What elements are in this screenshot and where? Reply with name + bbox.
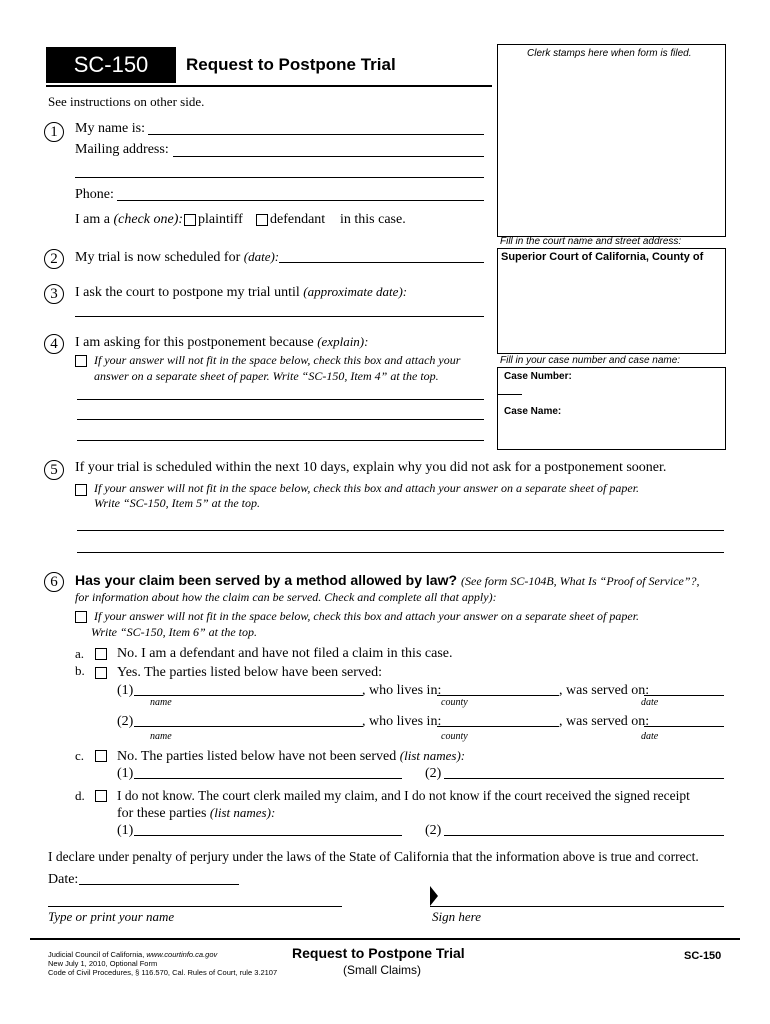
option-c-text-row xyxy=(117,748,465,765)
clerk-stamp-note: Clerk stamps here when form is filed. xyxy=(527,48,692,59)
defendant-checkbox[interactable] xyxy=(256,214,268,226)
form-title: Request to Postpone Trial xyxy=(186,55,396,74)
served-1-name-field[interactable] xyxy=(134,695,363,696)
item-5-field-1[interactable] xyxy=(77,530,724,531)
reason-field-2[interactable] xyxy=(77,419,484,420)
case-fill-label: Fill in your case number and case name: xyxy=(500,355,681,366)
item-3-number: 3 xyxy=(44,284,64,304)
reason-label: I am asking for this postponement because xyxy=(75,335,314,350)
item-5-number: 5 xyxy=(44,460,64,480)
print-name-field[interactable] xyxy=(48,906,342,907)
unserved-1-field[interactable] xyxy=(134,778,402,779)
print-name-label: Type or print your name xyxy=(48,909,175,924)
served-1-date-field[interactable] xyxy=(644,695,724,696)
served-2-county-field[interactable] xyxy=(437,726,559,727)
footer-title: Request to Postpone Trial xyxy=(292,945,465,961)
unknown-row-2-label: (2) xyxy=(425,823,442,838)
name-label: My name is: xyxy=(75,121,145,136)
was-served-on-2: , was served on: xyxy=(559,714,650,729)
unknown-2-field[interactable] xyxy=(444,835,724,836)
option-a-checkbox[interactable] xyxy=(95,648,107,660)
footer-form-id: SC-150 xyxy=(684,950,722,962)
item-6-number: 6 xyxy=(44,572,64,592)
date-label: Date: xyxy=(48,872,79,887)
item-6-question-row xyxy=(75,572,700,590)
council-website[interactable]: www.courtinfo.ca.gov xyxy=(146,950,218,959)
iam-label: I am a xyxy=(75,212,110,227)
option-c-text: No. The parties listed below have not been served xyxy=(117,749,397,764)
court-name: Superior Court of California, County of xyxy=(501,251,704,263)
mailing-address-field[interactable] xyxy=(173,156,484,157)
current-trial-date-field[interactable] xyxy=(279,262,484,263)
item-5-text: If your trial is scheduled within the next 10 days, explain why you did not ask for a postponement sooner. xyxy=(75,460,667,475)
option-c-hint: (list names): xyxy=(399,748,466,763)
item-3-text xyxy=(75,284,407,301)
mailing-address-label: Mailing address: xyxy=(75,142,169,157)
sign-here-label: Sign here xyxy=(432,909,481,924)
footer-revised: New July 1, 2010, Optional Form xyxy=(48,959,158,968)
served-1-county-field[interactable] xyxy=(437,695,559,696)
footer-council-row xyxy=(48,950,217,959)
served-row-2-label: (2) xyxy=(117,714,134,729)
declaration-date-field[interactable] xyxy=(79,884,239,885)
reason-field-1[interactable] xyxy=(77,399,484,400)
item-5-note-1: If your answer will not fit in the space below, check this box and attach your answer on a separate sheet of paper. xyxy=(94,481,640,495)
option-a-letter: a. xyxy=(75,646,85,661)
signature-field[interactable] xyxy=(430,906,724,907)
declaration-text: I declare under penalty of perjury under the laws of the State of California that the information above is true and correct. xyxy=(48,849,699,864)
option-d-text-2: for these parties xyxy=(117,806,207,821)
was-served-on-1: , was served on: xyxy=(559,683,650,698)
item-5-field-2[interactable] xyxy=(77,552,724,553)
unknown-row-1-label: (1) xyxy=(117,823,134,838)
name-field[interactable] xyxy=(148,134,484,135)
mailing-address-field-2[interactable] xyxy=(75,177,484,178)
name-caption-1: name xyxy=(150,697,172,708)
item-6-note-1: If your answer will not fit in the space below, check this box and attach your answer on a separate sheet of paper. xyxy=(94,609,640,623)
served-2-name-field[interactable] xyxy=(134,726,363,727)
unknown-1-field[interactable] xyxy=(134,835,402,836)
item-4-note-1: If your answer will not fit in the space below, check this box and attach your xyxy=(94,353,461,367)
who-lives-in-2: , who lives in: xyxy=(362,714,442,729)
item-1-number: 1 xyxy=(44,122,64,142)
footer-code: Code of Civil Procedures, § 116.570, Cal. Rules of Court, rule 3.2107 xyxy=(48,968,278,977)
option-b-checkbox[interactable] xyxy=(95,667,107,679)
option-d-hint: (list names): xyxy=(209,805,276,820)
option-a-text: No. I am a defendant and have not filed a claim in this case. xyxy=(117,646,453,661)
date-caption-1: date xyxy=(641,697,659,708)
case-number-label: Case Number: xyxy=(504,371,572,382)
option-d-text-row-2 xyxy=(117,805,275,822)
option-d-letter: d. xyxy=(75,788,85,803)
item-5-attach-checkbox[interactable] xyxy=(75,484,87,496)
footer-rule xyxy=(30,938,740,940)
court-fill-label: Fill in the court name and street address: xyxy=(500,236,682,247)
item-5-note-2: Write “SC-150, Item 5” at the top. xyxy=(94,496,260,510)
in-this-case-label: in this case. xyxy=(340,212,406,227)
item-4-text xyxy=(75,334,368,351)
item-4-number: 4 xyxy=(44,334,64,354)
form-id: SC-150 xyxy=(73,52,149,77)
footer-subtitle: (Small Claims) xyxy=(343,963,421,977)
proof-reference: (See form SC-104B, What Is “Proof of Service”?, xyxy=(461,574,700,588)
name-caption-2: name xyxy=(150,731,172,742)
defendant-label: defendant xyxy=(270,212,326,227)
unserved-2-field[interactable] xyxy=(444,778,724,779)
trial-scheduled-label: My trial is now scheduled for xyxy=(75,250,241,265)
clerk-stamp-box xyxy=(497,44,726,237)
court-name-box[interactable] xyxy=(497,248,726,354)
option-b-letter: b. xyxy=(75,663,85,678)
date-hint: (date): xyxy=(243,249,280,264)
sign-arrow-icon xyxy=(430,886,438,906)
unserved-row-1-label: (1) xyxy=(117,766,134,781)
served-question: Has your claim been served by a method allowed by law? xyxy=(75,572,458,588)
item-4-note-2: answer on a separate sheet of paper. Write “SC-150, Item 4” at the top. xyxy=(94,369,439,383)
item-2-number: 2 xyxy=(44,249,64,269)
served-row-1-label: (1) xyxy=(117,683,134,698)
option-c-letter: c. xyxy=(75,748,85,763)
case-name-label: Case Name: xyxy=(504,406,562,417)
item-6-attach-checkbox[interactable] xyxy=(75,611,87,623)
case-box-divider xyxy=(497,394,522,395)
reason-field-3[interactable] xyxy=(77,440,484,441)
item-2-text xyxy=(75,249,279,266)
date-caption-2: date xyxy=(641,731,659,742)
county-caption-1: county xyxy=(441,697,468,708)
approximate-date-hint: (approximate date): xyxy=(303,284,408,299)
proof-reference-2: for information about how the claim can be served. Check and complete all that apply): xyxy=(75,590,497,604)
header-rule xyxy=(46,85,492,87)
who-lives-in-1: , who lives in: xyxy=(362,683,442,698)
phone-label: Phone: xyxy=(75,187,114,202)
county-caption-2: county xyxy=(441,731,468,742)
option-d-checkbox[interactable] xyxy=(95,790,107,802)
option-d-text-1: I do not know. The court clerk mailed my claim, and I do not know if the court received the signed receipt xyxy=(117,788,690,803)
party-type-row xyxy=(75,212,183,228)
check-one-hint: (check one): xyxy=(113,212,184,227)
postpone-until-label: I ask the court to postpone my trial until xyxy=(75,285,300,300)
plaintiff-checkbox[interactable] xyxy=(184,214,196,226)
form-id-badge xyxy=(46,47,176,83)
item-4-attach-checkbox[interactable] xyxy=(75,355,87,367)
option-b-text: Yes. The parties listed below have been served: xyxy=(117,665,383,680)
postpone-date-field[interactable] xyxy=(75,316,484,317)
instructions-note: See instructions on other side. xyxy=(48,94,205,109)
item-6-note-2: Write “SC-150, Item 6” at the top. xyxy=(91,625,257,639)
option-c-checkbox[interactable] xyxy=(95,750,107,762)
unserved-row-2-label: (2) xyxy=(425,766,442,781)
explain-hint: (explain): xyxy=(317,334,369,349)
phone-field[interactable] xyxy=(117,200,484,201)
served-2-date-field[interactable] xyxy=(644,726,724,727)
council-name: Judicial Council of California, xyxy=(48,950,145,959)
plaintiff-label: plaintiff xyxy=(198,212,243,227)
